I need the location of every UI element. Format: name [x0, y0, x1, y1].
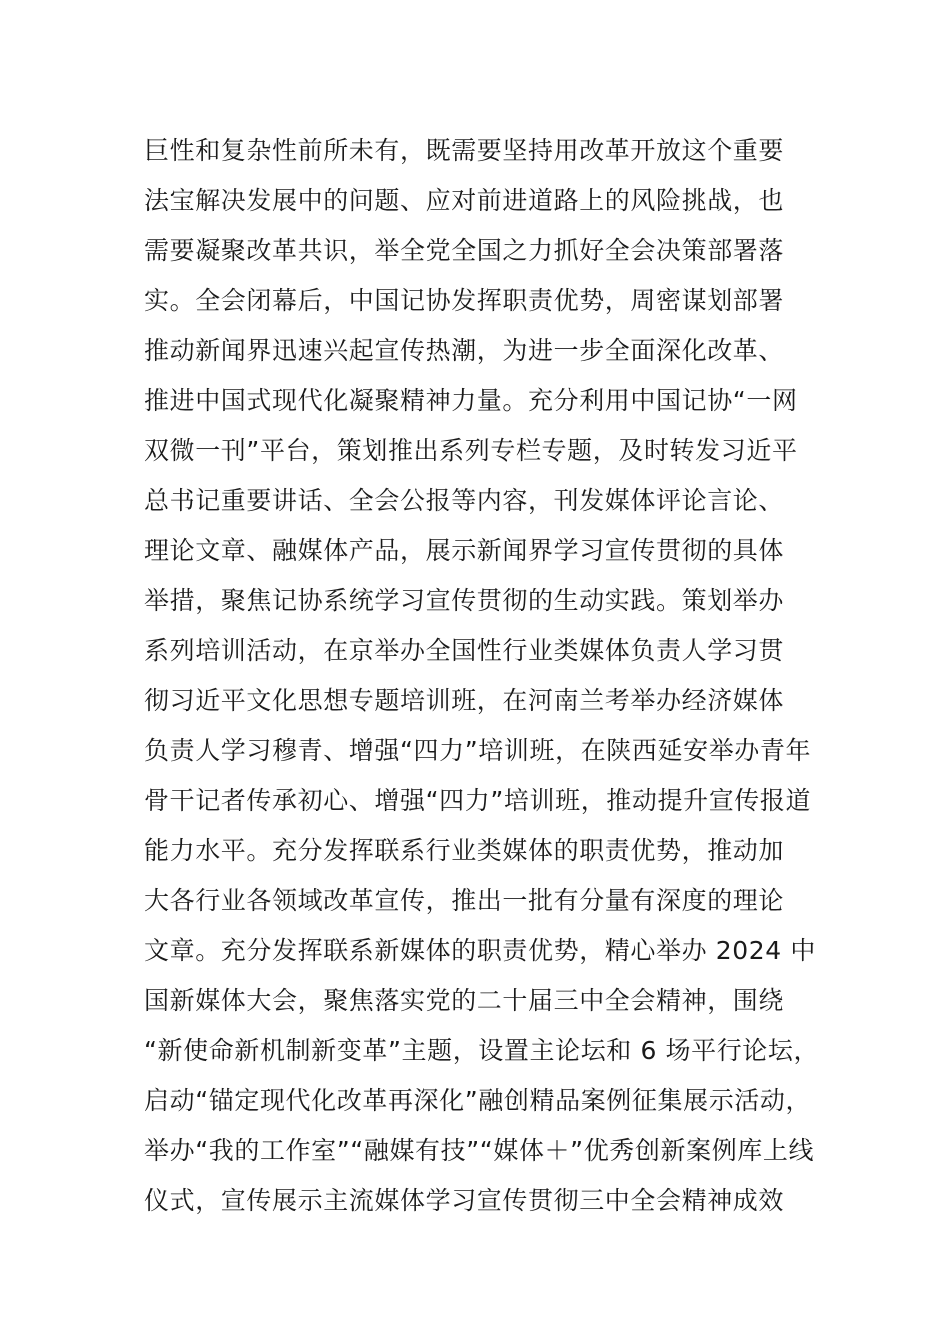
text-line: 法宝解决发展中的问题、应对前进道路上的风险挑战，也 [144, 186, 785, 215]
text-line: 骨干记者传承初心、增强“四力”培训班，推动提升宣传报道 [144, 786, 812, 815]
text-line: 大各行业各领域改革宣传，推出一批有分量有深度的理论 [144, 886, 785, 915]
text-line: 文章。充分发挥联系新媒体的职责优势，精心举办 2024 中 [144, 936, 816, 965]
text-line: 彻习近平文化思想专题培训班，在河南兰考举办经济媒体 [144, 686, 785, 715]
text-line: 推进中国式现代化凝聚精神力量。充分利用中国记协“一网 [144, 386, 798, 415]
text-line: 仪式，宣传展示主流媒体学习宣传贯彻三中全会精神成效 [144, 1186, 785, 1215]
body-paragraph [144, 126, 824, 1226]
text-line: 总书记重要讲话、全会公报等内容，刊发媒体评论言论、 [144, 486, 785, 515]
text-line: 理论文章、融媒体产品，展示新闻界学习宣传贯彻的具体 [144, 536, 785, 565]
text-line: 推动新闻界迅速兴起宣传热潮，为进一步全面深化改革、 [144, 336, 785, 365]
text-line: 巨性和复杂性前所未有，既需要坚持用改革开放这个重要 [144, 136, 785, 165]
text-line: 需要凝聚改革共识，举全党全国之力抓好全会决策部署落 [144, 236, 785, 265]
text-line: 实。全会闭幕后，中国记协发挥职责优势，周密谋划部署 [144, 286, 785, 315]
text-line: 国新媒体大会，聚焦落实党的二十届三中全会精神，围绕 [144, 986, 785, 1015]
text-line: “新使命新机制新变革”主题，设置主论坛和 6 场平行论坛， [144, 1036, 820, 1065]
text-line: 负责人学习穆青、增强“四力”培训班，在陕西延安举办青年 [144, 736, 812, 765]
text-line: 举措，聚焦记协系统学习宣传贯彻的生动实践。策划举办 [144, 586, 785, 615]
text-line: 双微一刊”平台，策划推出系列专栏专题，及时转发习近平 [144, 436, 798, 465]
text-line: 启动“锚定现代化改革再深化”融创精品案例征集展示活动， [144, 1086, 812, 1115]
text-line: 举办“我的工作室”“融媒有技”“媒体＋”优秀创新案例库上线 [144, 1136, 815, 1165]
text-line: 系列培训活动，在京举办全国性行业类媒体负责人学习贯 [144, 636, 785, 665]
text-line: 能力水平。充分发挥联系行业类媒体的职责优势，推动加 [144, 836, 785, 865]
